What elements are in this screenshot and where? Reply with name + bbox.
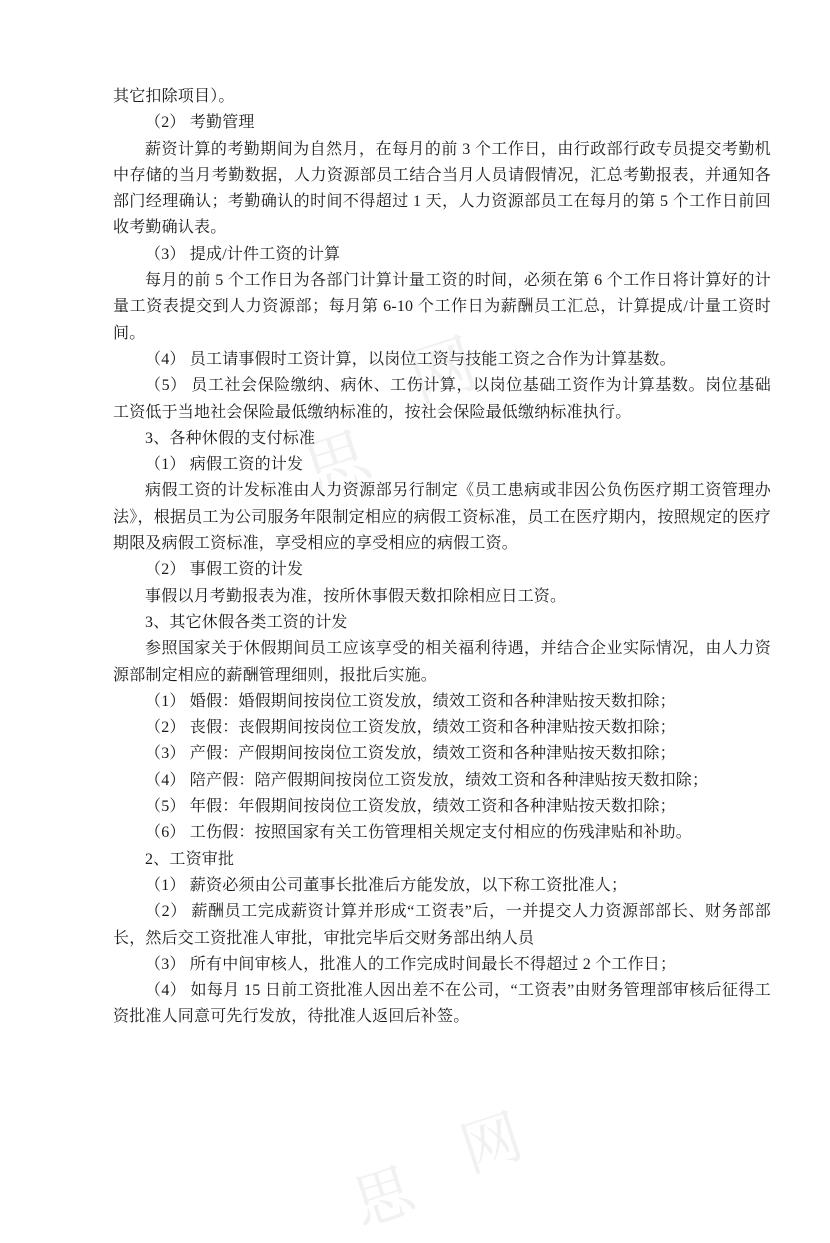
paragraph: 每月的前 5 个工作日为各部门计算计量工资的时间，必须在第 6 个工作日将计算好的计量工资表提交到人力资源部；每月第 6-10 个工作日为薪酬员工汇总，计算提成/计量工资时间。 [113,272,771,342]
paragraph: 事假以月考勤报表为准，按所休事假天数扣除相应日工资。 [145,587,567,605]
paragraph: （1） 病假工资的计发 [145,456,304,474]
paragraph: （4） 员工请事假时工资计算，以岗位工资与技能工资之合作为计算基数。 [145,350,676,368]
watermark-char: 网 [399,324,487,419]
paragraph: （4） 陪产假：陪产假期间按岗位工资发放，绩效工资和各种津贴按天数扣除； [145,771,709,789]
paragraph: 2、工资审批 [145,850,235,868]
paragraph: （5） 年假：年假期间按岗位工资发放，绩效工资和各种津贴按天数扣除； [145,798,676,816]
paragraph: （2） 考勤管理 [145,114,255,132]
paragraph: （3） 提成/计件工资的计算 [145,245,341,263]
paragraph: （2） 薪酬员工完成薪资计算并形成“工资表”后，一并提交人力资源部部长、财务部部长，然后交工资批准人审批，审批完毕后交财务部出纳人员 [113,903,771,947]
watermark-char: 思 [293,418,381,513]
paragraph: （2） 丧假：丧假期间按岗位工资发放，绩效工资和各种津贴按天数扣除； [145,719,676,737]
watermark-char: 思 [344,1155,423,1241]
paragraph: 3、其它休假各类工资的计发 [145,613,348,631]
paragraph: （3） 所有中间审核人，批准人的工作完成时间最长不得超过 2 个工作日； [145,955,677,973]
paragraph: （1） 薪资必须由公司董事长批准后方能发放，以下称工资批准人； [145,876,628,894]
watermark-char: 网 [452,1101,531,1187]
paragraph: （1） 婚假：婚假期间按岗位工资发放，绩效工资和各种津贴按天数扣除； [145,692,676,710]
document-content [113,84,771,1031]
paragraph: 其它扣除项目）。 [113,88,235,105]
paragraph: 病假工资的计发标准由人力资源部另行制定《员工患病或非因公负伤医疗期工资管理办法》，根据员工为公司服务年限制定相应的病假工资标准，员工在医疗期内，按照规定的医疗期限及病假工资标准，享受相应的享受相应的病假工资。 [113,482,771,553]
paragraph: （3） 产假：产假期间按岗位工资发放，绩效工资和各种津贴按天数扣除； [145,745,676,763]
paragraph: （6） 工伤假：按照国家有关工伤管理相关规定支付相应的伤残津贴和补助。 [145,824,693,842]
paragraph: （2） 事假工资的计发 [145,561,304,579]
paragraph: 参照国家关于休假期间员工应该享受的相关福利待遇，并结合企业实际情况，由人力资源部制定相应的薪酬管理细则，报批后实施。 [113,640,771,684]
paragraph: （5） 员工社会保险缴纳、病休、工伤计算，以岗位基础工资作为计算基数。岗位基础工资低于当地社会保险最低缴纳标准的，按社会保险最低缴纳标准执行。 [113,377,771,421]
paragraph: 3、各种休假的支付标准 [145,429,316,447]
paragraph: 薪资计算的考勤期间为自然月，在每月的前 3 个工作日，由行政部行政专员提交考勤机中存储的当月考勤数据，人力资源部员工结合当月人员请假情况，汇总考勤报表，并通知各部门经理确认；考勤确认的时间不得超过 1 天，人力资源部员工在每月的第 5 个工作日前回收考勤确认表。 [113,140,771,237]
paragraph: （4） 如每月 15 日前工资批准人因出差不在公司，“工资表”由财务管理部审核后征得工资批准人同意可先行发放，待批准人返回后补签。 [113,982,771,1026]
